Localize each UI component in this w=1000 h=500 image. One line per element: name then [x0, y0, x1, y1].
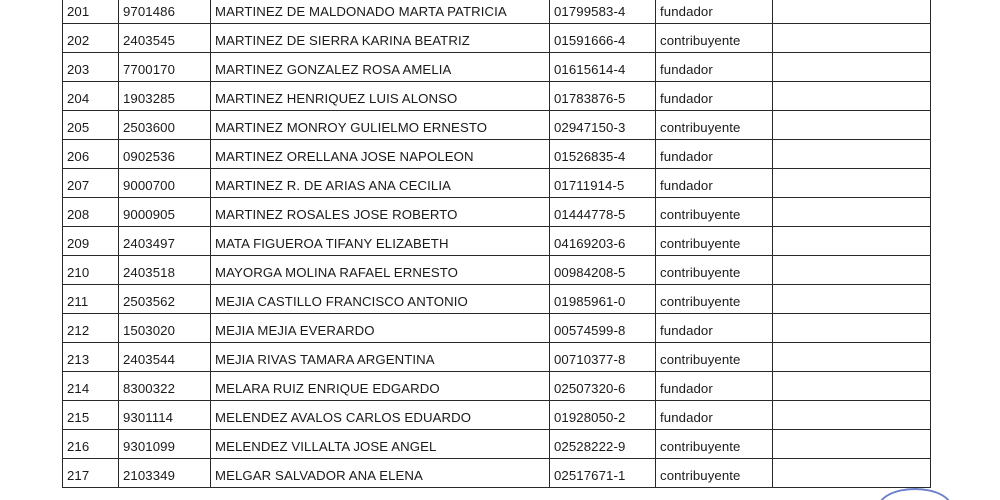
registration-code-cell: 01526835-4 — [550, 140, 656, 169]
blank-cell — [773, 198, 931, 227]
official-stamp — [878, 488, 952, 500]
blank-cell — [773, 314, 931, 343]
member-type-cell: contribuyente — [656, 285, 773, 314]
member-id-cell: 7700170 — [119, 53, 211, 82]
member-id-cell: 9301114 — [119, 401, 211, 430]
table-row — [63, 24, 931, 53]
registration-code-cell: 01783876-5 — [550, 82, 656, 111]
member-id-cell: 9000700 — [119, 169, 211, 198]
row-number-cell: 207 — [63, 169, 119, 198]
member-roster-table — [62, 0, 931, 488]
member-name-cell: MEJIA RIVAS TAMARA ARGENTINA — [211, 343, 550, 372]
member-name-cell: MATA FIGUEROA TIFANY ELIZABETH — [211, 227, 550, 256]
member-id-cell: 2503562 — [119, 285, 211, 314]
blank-cell — [773, 343, 931, 372]
row-number-cell: 204 — [63, 82, 119, 111]
row-number-cell: 209 — [63, 227, 119, 256]
row-number-cell: 212 — [63, 314, 119, 343]
row-number-cell: 211 — [63, 285, 119, 314]
row-number-cell: 214 — [63, 372, 119, 401]
member-type-cell: fundador — [656, 169, 773, 198]
table-row — [63, 430, 931, 459]
registration-code-cell: 00984208-5 — [550, 256, 656, 285]
registration-code-cell: 00710377-8 — [550, 343, 656, 372]
member-type-cell: contribuyente — [656, 111, 773, 140]
member-id-cell: 2403544 — [119, 343, 211, 372]
blank-cell — [773, 401, 931, 430]
blank-cell — [773, 0, 931, 24]
row-number-cell: 210 — [63, 256, 119, 285]
registration-code-cell: 01985961-0 — [550, 285, 656, 314]
member-type-cell: contribuyente — [656, 227, 773, 256]
row-number-cell: 213 — [63, 343, 119, 372]
registration-code-cell: 02507320-6 — [550, 372, 656, 401]
blank-cell — [773, 285, 931, 314]
member-name-cell: MEJIA CASTILLO FRANCISCO ANTONIO — [211, 285, 550, 314]
table-row — [63, 82, 931, 111]
member-name-cell: MARTINEZ HENRIQUEZ LUIS ALONSO — [211, 82, 550, 111]
blank-cell — [773, 256, 931, 285]
member-name-cell: MELARA RUIZ ENRIQUE EDGARDO — [211, 372, 550, 401]
registration-code-cell: 01591666-4 — [550, 24, 656, 53]
member-type-cell: contribuyente — [656, 430, 773, 459]
roster-table-body — [63, 0, 931, 488]
member-type-cell: fundador — [656, 314, 773, 343]
member-id-cell: 9701486 — [119, 0, 211, 24]
member-id-cell: 9000905 — [119, 198, 211, 227]
blank-cell — [773, 227, 931, 256]
member-id-cell: 0902536 — [119, 140, 211, 169]
row-number-cell: 205 — [63, 111, 119, 140]
registration-code-cell: 01444778-5 — [550, 198, 656, 227]
member-name-cell: MEJIA MEJIA EVERARDO — [211, 314, 550, 343]
member-type-cell: contribuyente — [656, 198, 773, 227]
registration-code-cell: 01799583-4 — [550, 0, 656, 24]
member-type-cell: contribuyente — [656, 459, 773, 488]
table-row — [63, 372, 931, 401]
blank-cell — [773, 372, 931, 401]
member-name-cell: MARTINEZ DE MALDONADO MARTA PATRICIA — [211, 0, 550, 24]
row-number-cell: 208 — [63, 198, 119, 227]
blank-cell — [773, 53, 931, 82]
table-row — [63, 140, 931, 169]
member-id-cell: 2503600 — [119, 111, 211, 140]
member-id-cell: 2403545 — [119, 24, 211, 53]
member-name-cell: MARTINEZ DE SIERRA KARINA BEATRIZ — [211, 24, 550, 53]
blank-cell — [773, 82, 931, 111]
member-id-cell: 8300322 — [119, 372, 211, 401]
table-row — [63, 343, 931, 372]
blank-cell — [773, 24, 931, 53]
registration-code-cell: 01711914-5 — [550, 169, 656, 198]
member-id-cell: 1503020 — [119, 314, 211, 343]
row-number-cell: 201 — [63, 0, 119, 24]
member-type-cell: fundador — [656, 82, 773, 111]
blank-cell — [773, 430, 931, 459]
member-name-cell: MAYORGA MOLINA RAFAEL ERNESTO — [211, 256, 550, 285]
table-row — [63, 53, 931, 82]
member-id-cell: 9301099 — [119, 430, 211, 459]
row-number-cell: 203 — [63, 53, 119, 82]
table-row — [63, 459, 931, 488]
row-number-cell: 206 — [63, 140, 119, 169]
table-row — [63, 256, 931, 285]
blank-cell — [773, 169, 931, 198]
registration-code-cell: 02947150-3 — [550, 111, 656, 140]
table-row — [63, 285, 931, 314]
table-row — [63, 0, 931, 24]
blank-cell — [773, 140, 931, 169]
row-number-cell: 217 — [63, 459, 119, 488]
table-row — [63, 198, 931, 227]
registration-code-cell: 01615614-4 — [550, 53, 656, 82]
member-type-cell: contribuyente — [656, 256, 773, 285]
row-number-cell: 215 — [63, 401, 119, 430]
member-name-cell: MELGAR SALVADOR ANA ELENA — [211, 459, 550, 488]
member-name-cell: MARTINEZ MONROY GULIELMO ERNESTO — [211, 111, 550, 140]
member-type-cell: contribuyente — [656, 24, 773, 53]
registration-code-cell: 02517671-1 — [550, 459, 656, 488]
registration-code-cell: 04169203-6 — [550, 227, 656, 256]
table-row — [63, 401, 931, 430]
member-type-cell: fundador — [656, 401, 773, 430]
member-name-cell: MARTINEZ ROSALES JOSE ROBERTO — [211, 198, 550, 227]
member-type-cell: fundador — [656, 53, 773, 82]
member-type-cell: fundador — [656, 372, 773, 401]
row-number-cell: 202 — [63, 24, 119, 53]
member-name-cell: MARTINEZ ORELLANA JOSE NAPOLEON — [211, 140, 550, 169]
member-type-cell: fundador — [656, 140, 773, 169]
member-id-cell: 2403497 — [119, 227, 211, 256]
member-name-cell: MARTINEZ GONZALEZ ROSA AMELIA — [211, 53, 550, 82]
member-name-cell: MELENDEZ VILLALTA JOSE ANGEL — [211, 430, 550, 459]
member-name-cell: MELENDEZ AVALOS CARLOS EDUARDO — [211, 401, 550, 430]
registration-code-cell: 00574599-8 — [550, 314, 656, 343]
member-type-cell: fundador — [656, 0, 773, 24]
table-row — [63, 227, 931, 256]
row-number-cell: 216 — [63, 430, 119, 459]
member-name-cell: MARTINEZ R. DE ARIAS ANA CECILIA — [211, 169, 550, 198]
table-row — [63, 314, 931, 343]
member-id-cell: 2403518 — [119, 256, 211, 285]
registration-code-cell: 01928050-2 — [550, 401, 656, 430]
blank-cell — [773, 111, 931, 140]
table-row — [63, 111, 931, 140]
member-id-cell: 2103349 — [119, 459, 211, 488]
member-id-cell: 1903285 — [119, 82, 211, 111]
member-type-cell: contribuyente — [656, 343, 773, 372]
registration-code-cell: 02528222-9 — [550, 430, 656, 459]
table-row — [63, 169, 931, 198]
blank-cell — [773, 459, 931, 488]
